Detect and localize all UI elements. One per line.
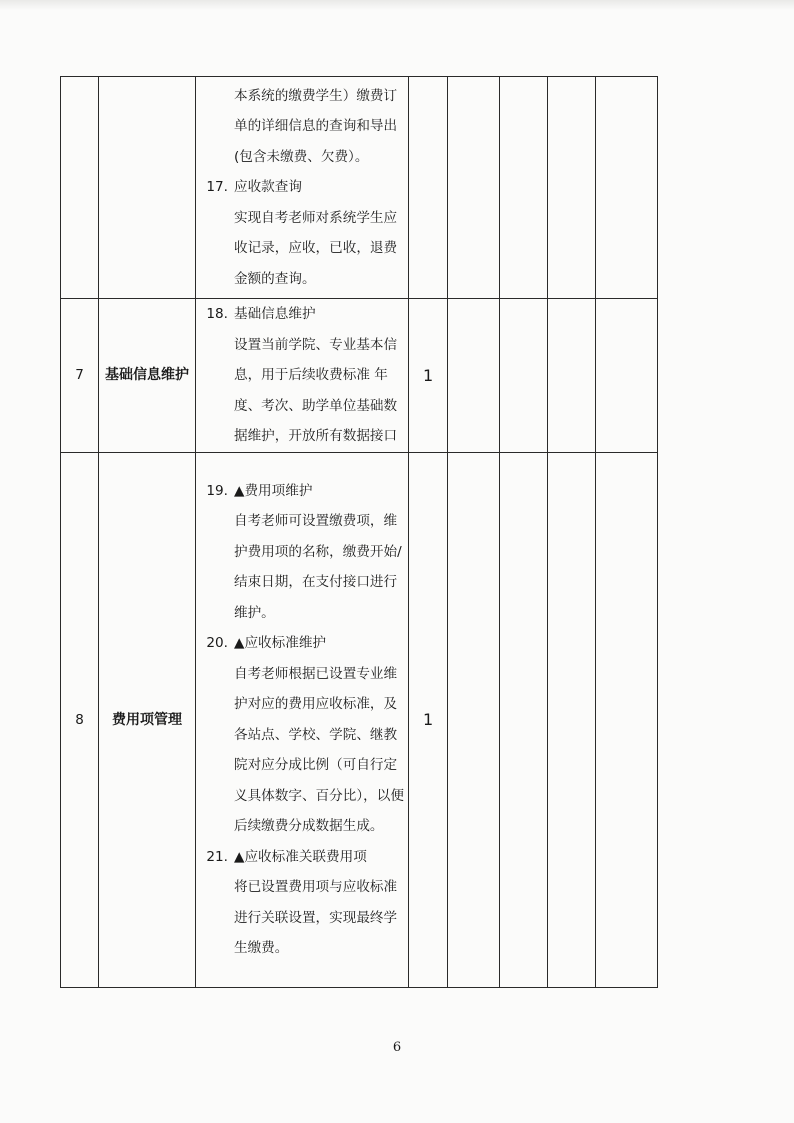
list-item-17 [196, 172, 408, 294]
table-row-7 [61, 299, 658, 453]
page-number: 6 [392, 1040, 402, 1055]
table-row-continuation [61, 77, 658, 299]
module-name: 基础信息维护 [99, 299, 196, 453]
cell-empty [500, 77, 548, 299]
continuation-text: 本系统的缴费学生）缴费订单的详细信息的查询和导出(包含未缴费、欠费）。 [234, 87, 398, 165]
row-number: 7 [61, 299, 99, 453]
cell-description [196, 77, 409, 299]
quantity-value: 1 [423, 365, 434, 385]
cell-empty [596, 77, 658, 299]
cell-empty [448, 77, 500, 299]
list-item-18 [196, 299, 408, 452]
cell-empty [596, 452, 658, 987]
cell-empty [548, 452, 596, 987]
cell-module [99, 77, 196, 299]
page-top-edge [0, 0, 794, 10]
cell-qty [409, 77, 448, 299]
cell-empty [448, 452, 500, 987]
quantity-value: 1 [423, 710, 434, 729]
list-item-21 [196, 842, 408, 964]
list-item-20 [196, 628, 408, 842]
item-number: 21. [206, 848, 228, 865]
requirements-table [60, 76, 658, 988]
item-title: ▲应收标准关联费用项 [234, 848, 367, 865]
item-text: 实现自考老师对系统学生应收记录，应收，已收，退费金额的查询。 [234, 209, 398, 287]
item-number: 20. [206, 635, 228, 651]
cell-empty [448, 299, 500, 453]
item-text: 自考老师可设置缴费项，维护费用项的名称，缴费开始/结束日期，在支付接口进行维护。 [234, 513, 402, 621]
item-text: 将已设置费用项与应收标准进行关联设置，实现最终学生缴费。 [234, 879, 398, 956]
cell-empty [548, 299, 596, 453]
cell-empty [500, 299, 548, 453]
module-name: 费用项管理 [99, 452, 196, 987]
row-number: 8 [61, 452, 99, 987]
item-text: 设置当前学院、专业基本信息，用于后续收费标准 年度、考次、助学单位基础数据维护，开放所有数据接口 [234, 336, 398, 444]
quantity [409, 452, 448, 987]
quantity [409, 299, 448, 453]
item-title: 应收款查询 [234, 179, 302, 196]
cell-description [196, 299, 409, 453]
item-number: 18. [206, 306, 228, 322]
cell-description [196, 452, 409, 987]
item-text: 自考老师根据已设置专业维护对应的费用应收标准，及各站点、学校、学院、继教院对应分成比例（可自行定义具体数字、百分比），以便后续缴费分成数据生成。 [234, 665, 404, 834]
cell-no [61, 77, 99, 299]
cell-empty [500, 452, 548, 987]
item-title: ▲应收标准维护 [234, 635, 327, 651]
list-item-19 [196, 476, 408, 629]
cell-empty [596, 299, 658, 453]
item-title: 基础信息维护 [234, 306, 316, 322]
item-number: 17. [206, 179, 228, 196]
cell-empty [548, 77, 596, 299]
item-title: ▲费用项维护 [234, 482, 313, 499]
table-row-8 [61, 452, 658, 987]
item-number: 19. [206, 482, 228, 499]
